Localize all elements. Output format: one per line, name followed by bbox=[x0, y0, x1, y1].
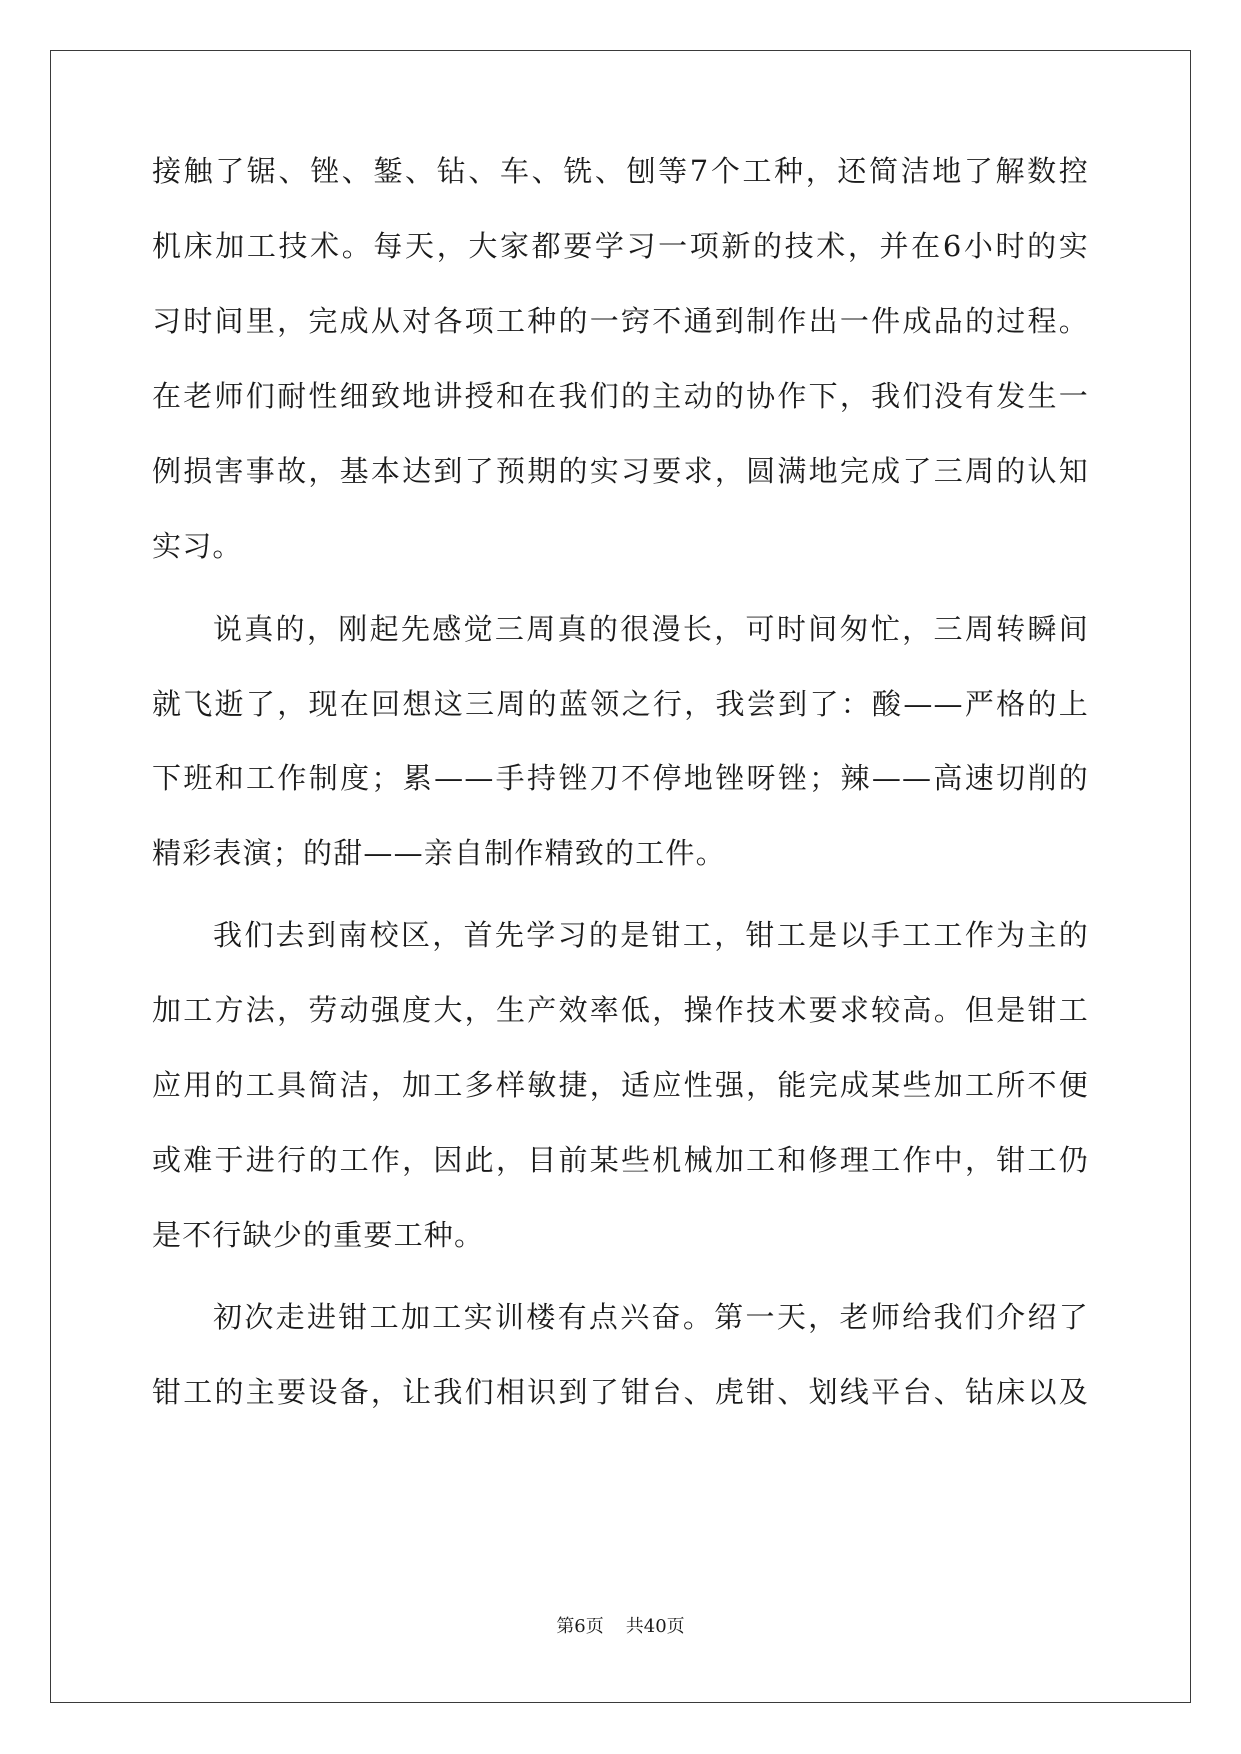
page-total: 共40页 bbox=[625, 1616, 685, 1637]
text-line: 初次走进钳工加工实训楼有点兴奋。第一天，老师给我们介绍了 bbox=[213, 1300, 1089, 1334]
text-line: 我们去到南校区，首先学习的是钳工，钳工是以手工工作为主的 bbox=[213, 918, 1089, 952]
text-line: 精彩表演；的甜——亲自制作精致的工件。 bbox=[152, 836, 726, 870]
text-line: 说真的，刚起先感觉三周真的很漫长，可时间匆忙，三周转瞬间 bbox=[213, 612, 1089, 646]
text-line: 是不行缺少的重要工种。 bbox=[152, 1218, 485, 1252]
text-line: 在老师们耐性细致地讲授和在我们的主动的协作下，我们没有发生一 bbox=[152, 379, 1089, 413]
text-line: 例损害事故，基本达到了预期的实习要求，圆满地完成了三周的认知 bbox=[152, 454, 1089, 488]
text-line: 或难于进行的工作，因此，目前某些机械加工和修理工作中，钳工仍 bbox=[152, 1143, 1089, 1177]
text-line: 钳工的主要设备，让我们相识到了钳台、虎钳、划线平台、钻床以及 bbox=[152, 1375, 1089, 1409]
text-line: 下班和工作制度；累——手持锉刀不停地锉呀锉；辣——高速切削的 bbox=[152, 761, 1089, 795]
page-number: 第6页 bbox=[556, 1616, 604, 1637]
text-line: 习时间里，完成从对各项工种的一窍不通到制作出一件成品的过程。 bbox=[152, 304, 1089, 338]
text-line: 实习。 bbox=[152, 529, 243, 563]
text-line: 加工方法，劳动强度大，生产效率低，操作技术要求较高。但是钳工 bbox=[152, 993, 1089, 1027]
page-border bbox=[50, 50, 1191, 1703]
text-line: 机床加工技术。每天，大家都要学习一项新的技术，并在6小时的实 bbox=[152, 229, 1089, 263]
page-footer bbox=[0, 1612, 1241, 1638]
text-line: 应用的工具简洁，加工多样敏捷，适应性强，能完成某些加工所不便 bbox=[152, 1068, 1089, 1102]
text-line: 就飞逝了，现在回想这三周的蓝领之行，我尝到了：酸——严格的上 bbox=[152, 687, 1089, 721]
text-line: 接触了锯、锉、錾、钻、车、铣、刨等7个工种，还简洁地了解数控 bbox=[152, 154, 1089, 188]
